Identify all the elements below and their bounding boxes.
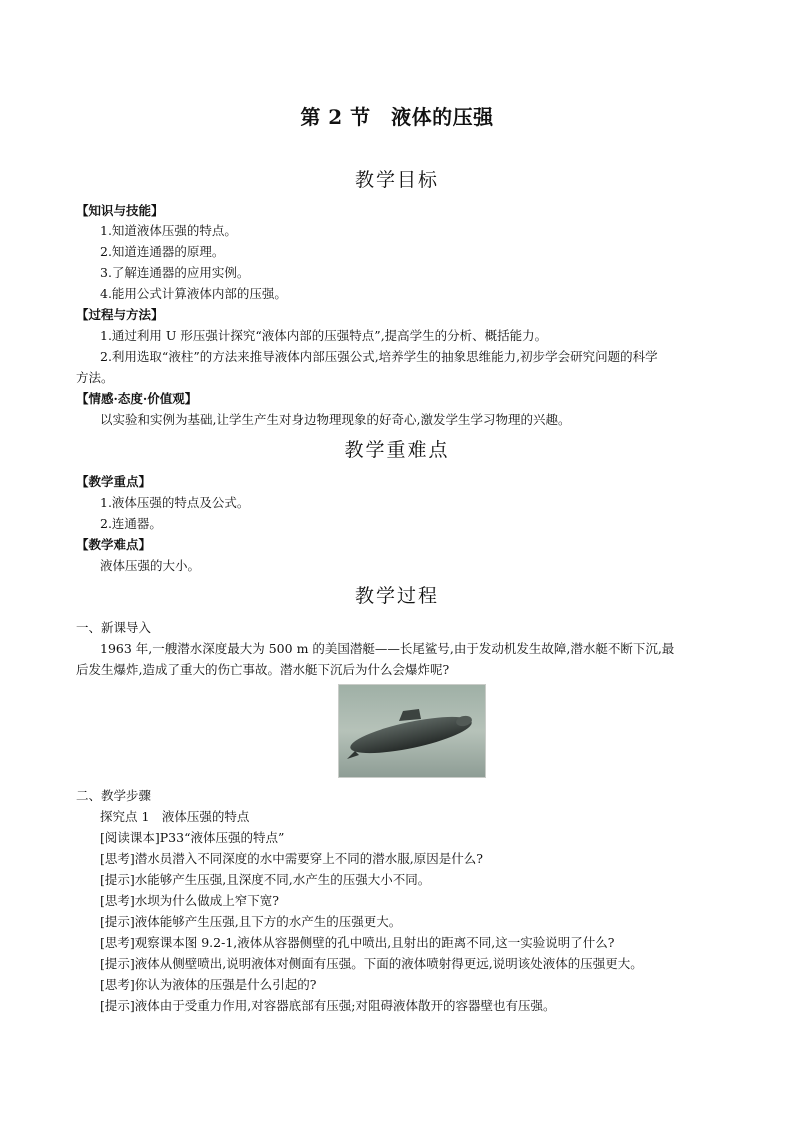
process-line: [阅读课本]P33“液体压强的特点” [100,830,285,845]
process-method-label: 【过程与方法】 [76,307,164,322]
difficulty-label: 【教学难点】 [76,537,152,552]
knowledge-item: 4.能用公式计算液体内部的压强。 [100,286,287,301]
process-line: [思考]你认为液体的压强是什么引起的? [100,977,317,992]
process-line: [提示]液体能够产生压强,且下方的水产生的压强更大。 [100,914,402,929]
process-line: [思考]观察课本图 9.2-1,液体从容器侧壁的孔中喷出,且射出的距离不同,这一实验说明了什么? [100,935,615,950]
part2-label: 二、教学步骤 [76,788,152,803]
focus-item: 2.连通器。 [100,516,162,531]
process-line: [提示]液体从侧壁喷出,说明液体对侧面有压强。下面的液体喷射得更远,说明该处液体的压强更大。 [100,956,643,971]
process-line: [思考]水坝为什么做成上窄下宽? [100,893,279,908]
explore-title: 探究点 1 液体压强的特点 [100,809,250,824]
knowledge-label: 【知识与技能】 [76,203,164,218]
process-line: [提示]液体由于受重力作用,对容器底部有压强;对阻碍液体散开的容器壁也有压强。 [100,998,556,1013]
knowledge-item: 3.了解连通器的应用实例。 [100,265,250,280]
emotion-text: 以实验和实例为基础,让学生产生对身边物理现象的好奇心,激发学生学习物理的兴趣。 [100,412,571,427]
intro-paragraph-line: 后发生爆炸,造成了重大的伤亡事故。潜水艇下沉后为什么会爆炸呢? [76,662,450,677]
knowledge-item: 2.知道连通器的原理。 [100,244,225,259]
section-heading-key-points: 教学重难点 [344,439,450,461]
process-line: [思考]潜水员潜入不同深度的水中需要穿上不同的潜水服,原因是什么? [100,851,483,866]
intro-paragraph-line: 1963 年,一艘潜水深度最大为 500 m 的美国潜艇——长尾鲨号,由于发动机发生故障,潜水艇不断下沉,最 [100,641,675,656]
lesson-title: 第 2 节 液体的压强 [300,105,494,129]
process-method-item: 2.利用选取“液柱”的方法来推导液体内部压强公式,培养学生的抽象思维能力,初步学会研究问题的科学 [100,349,658,364]
process-line: [提示]水能够产生压强,且深度不同,水产生的压强大小不同。 [100,872,431,887]
difficulty-text: 液体压强的大小。 [100,558,201,573]
submarine-image [338,684,486,778]
submarine-illustration [339,685,485,777]
process-method-item: 1.通过利用 U 形压强计探究“液体内部的压强特点”,提高学生的分析、概括能力。 [100,328,548,343]
section-heading-process: 教学过程 [354,585,439,607]
focus-label: 【教学重点】 [76,474,152,489]
knowledge-item: 1.知道液体压强的特点。 [100,223,237,238]
emotion-label: 【情感·态度·价值观】 [76,391,198,406]
part1-label: 一、新课导入 [76,620,152,635]
section-heading-objectives: 教学目标 [354,169,439,191]
focus-item: 1.液体压强的特点及公式。 [100,495,250,510]
process-method-item: 方法。 [76,370,114,385]
